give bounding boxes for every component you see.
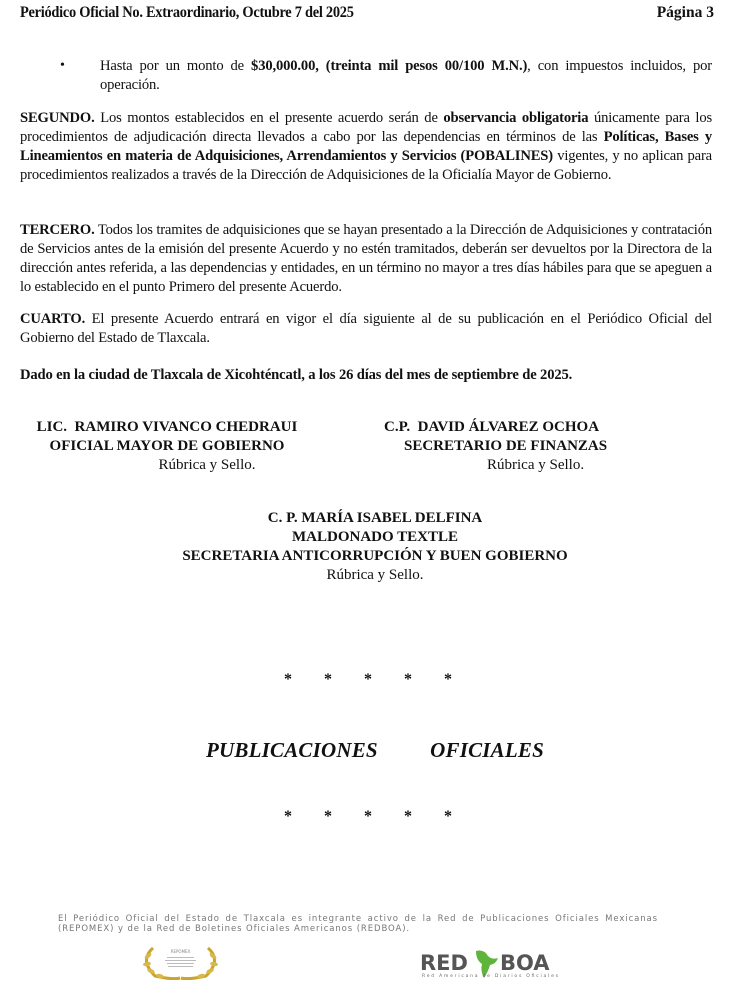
separator-stars-bottom: * * * * * — [284, 808, 466, 825]
cuarto-label: CUARTO. — [20, 311, 86, 327]
redboa-boa-text: BOA — [500, 951, 550, 975]
redboa-red-text: RED — [420, 951, 468, 975]
section-title: PUBLICACIONES OFICIALES — [205, 738, 544, 762]
laurel-wreath-icon — [133, 944, 228, 980]
signer-role: SECRETARIO DE FINANZAS — [404, 438, 608, 454]
repomex-logo-text: REPOMEX — [170, 949, 191, 954]
signer-note: Rúbrica y Sello. — [326, 567, 424, 583]
signer-role: OFICIAL MAYOR DE GOBIERNO — [49, 438, 285, 454]
dado-line: Dado en la ciudad de Tlaxcala de Xicohténcatl, a los 26 días del mes de septiembre de 2025. — [20, 367, 573, 383]
redboa-logo — [418, 948, 568, 980]
paragraph-tercero — [20, 221, 712, 297]
tercero-label: TERCERO. — [20, 222, 95, 238]
segundo-text-a: Los montos establecidos en el presente acuerdo serán de — [94, 110, 444, 126]
segundo-text-d: Políticas, Bases y Lineamientos en materia de Adquisiciones, Arrendamientos y Servicios (POBALINES) — [20, 129, 712, 164]
redboa-subtitle: Red Americana de Diarios Oficiales — [422, 974, 558, 979]
signature-block-1 — [22, 418, 312, 475]
separator-stars-top: * * * * * — [284, 671, 466, 688]
segundo-text-c: únicamente para los procedimientos de adjudicación directa llevados a cabo por las dependencias en términos de las — [20, 110, 712, 145]
cuarto-text: El presente Acuerdo entrará en vigor el día siguiente al de su publicación en el Periódico Oficial del Gobierno del Estado de Tlaxcala. — [20, 311, 712, 346]
footer-note: El Periódico Oficial del Estado de Tlaxcala es integrante activo de la Red de Publicaciones Oficiales Mexicanas (REPOMEX) y de la Red de Boletines Oficiales Americanos (REDBOA). — [58, 914, 658, 934]
signer-name: C.P. DAVID ÁLVAREZ OCHOA — [384, 419, 600, 435]
bullet-icon: • — [60, 58, 65, 73]
paragraph-cuarto — [20, 310, 712, 348]
header-title: Periódico Oficial No. Extraordinario, Octubre 7 del 2025 — [20, 4, 354, 21]
segundo-label: SEGUNDO. — [20, 110, 95, 126]
signer-name: C. P. MARÍA ISABEL DELFINA — [267, 510, 483, 526]
signer-note: Rúbrica y Sello. — [158, 457, 256, 473]
segundo-text-e: vigentes, y no aplican para procedimientos realizados a través de la Dirección de Adquisiciones de la Oficialía Mayor de Gobierno. — [20, 148, 712, 183]
redboa-logo-graphic — [418, 948, 568, 980]
signature-block-3 — [0, 509, 750, 585]
paragraph-segundo — [20, 109, 712, 185]
bullet-text-c: , con impuestos incluidos, por operación. — [100, 58, 712, 93]
bullet-amount: $30,000.00, (treinta mil pesos 00/100 M.N.) — [251, 58, 528, 74]
bullet-item — [100, 57, 712, 95]
signer-name: LIC. RAMIRO VIVANCO CHEDRAUI — [36, 419, 298, 435]
repomex-logo — [133, 944, 228, 980]
segundo-text-b: observancia obligatoria — [443, 110, 589, 126]
signer-role: SECRETARIA ANTICORRUPCIÓN Y BUEN GOBIERNO — [182, 548, 568, 564]
signer-name-2: MALDONADO TEXTLE — [292, 529, 458, 545]
bullet-text-a: Hasta por un monto de — [100, 58, 252, 74]
tercero-text: Todos los tramites de adquisiciones que se hayan presentado a la Dirección de Adquisiciones y contratación de Servicios antes de la emisión del presente Acuerdo y no estén tramitados, deberán ser devueltos por la Directora de la dirección antes referida, a las dependencias y entidades, en un término no mayor a tres días hábiles para que se apeguen a lo establecido en el punto Primero del presente Acuerdo. — [20, 222, 712, 295]
signature-block-2 — [372, 418, 642, 475]
page-number: Página 3 — [656, 4, 714, 21]
signer-note: Rúbrica y Sello. — [487, 457, 585, 473]
